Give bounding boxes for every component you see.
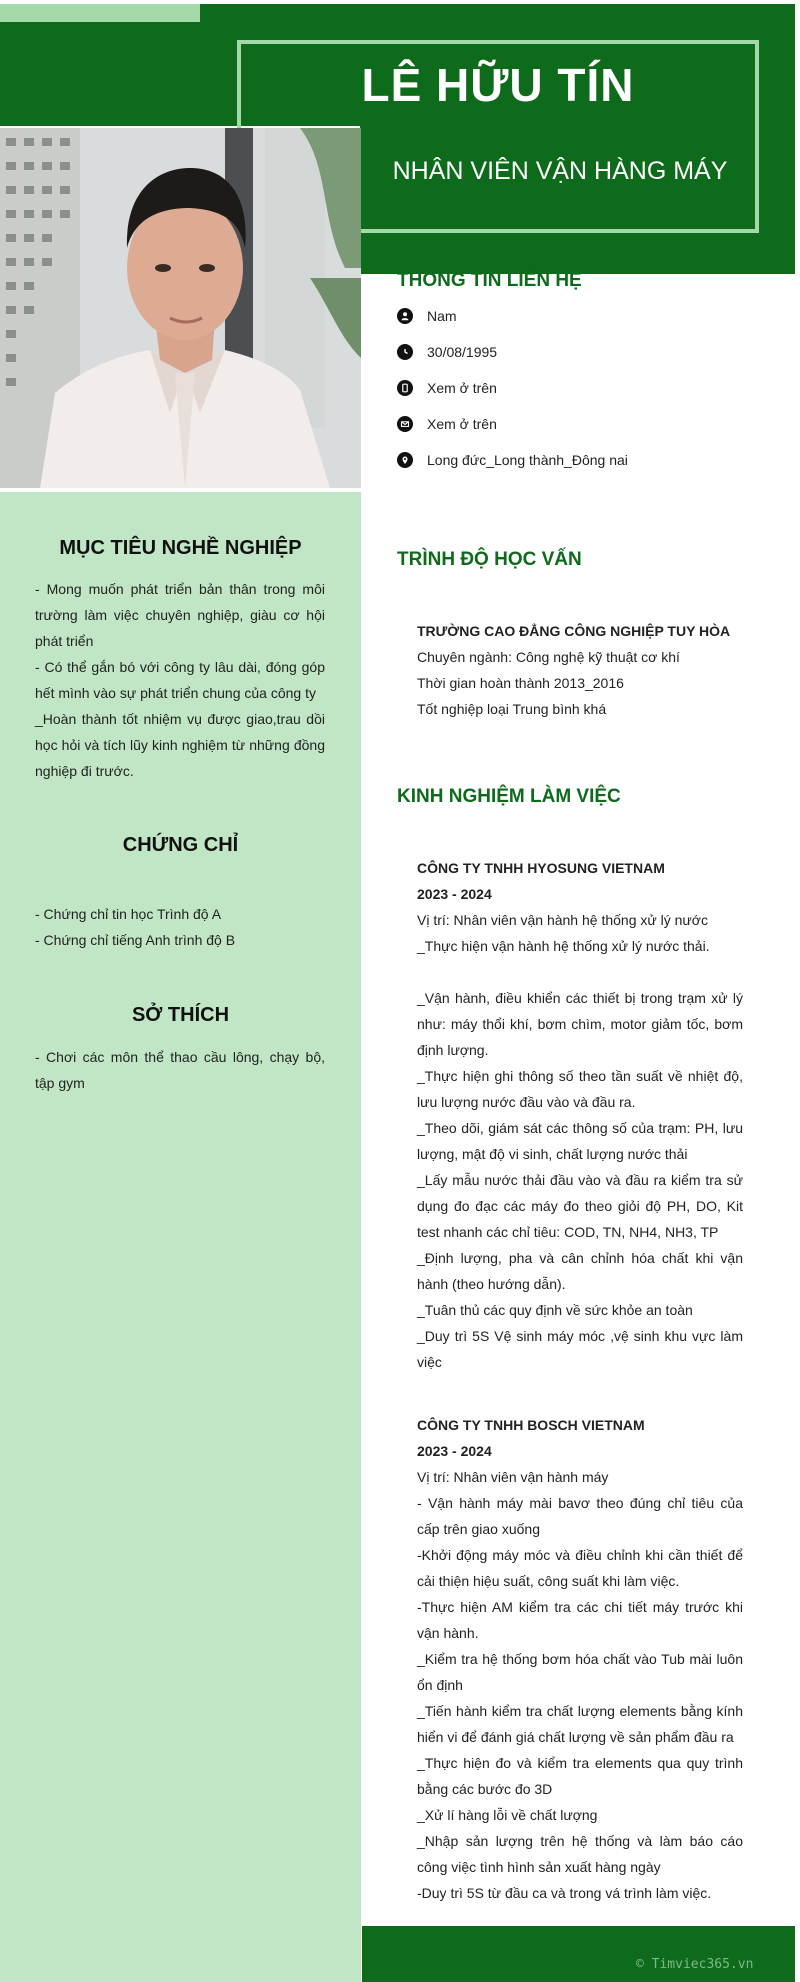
hobbies-text [35, 1044, 325, 1096]
job-duty: _Duy trì 5S Vệ sinh máy móc ,vệ sinh khu vực làm việc [417, 1328, 743, 1370]
certificate-item: - Chứng chỉ tiếng Anh trình độ B [35, 932, 236, 948]
company-name: CÔNG TY TNHH HYOSUNG VIETNAM [417, 860, 665, 876]
job-duty: _Thực hiện ghi thông số theo tần suất về nhiệt độ, lưu lượng nước đầu vào và đầu ra. [417, 1068, 743, 1110]
person-icon [397, 308, 413, 324]
job-duty: - Vận hành máy mài bavơ theo đúng chỉ tiêu của cấp trên giao xuống [417, 1495, 743, 1537]
job-duty: -Thực hiện AM kiểm tra các chi tiết máy trước khi vận hành. [417, 1599, 743, 1641]
full-name: LÊ HỮU TÍN [361, 59, 635, 111]
profile-photo [0, 128, 361, 488]
job-hyosung [417, 855, 743, 1375]
education-line: Tốt nghiệp loại Trung bình khá [417, 701, 607, 717]
job-duty: _Tiến hành kiểm tra chất lượng elements bằng kính hiển vi để đánh giá chất lượng về sản phẩm đầu ra [417, 1703, 743, 1745]
experience-heading: KINH NGHIỆM LÀM VIỆC [397, 786, 621, 807]
education-line: Thời gian hoàn thành 2013_2016 [417, 675, 624, 691]
job-title: NHÂN VIÊN VẬN HÀNG MÁY [392, 157, 728, 185]
objective-heading: MỤC TIÊU NGHỀ NGHIỆP [59, 537, 302, 559]
job-duty: -Khởi động máy móc và điều chỉnh khi cần thiết để cải thiện hiệu suất, công suất khi làm việc. [417, 1547, 743, 1589]
contact-phone [397, 378, 497, 398]
location-icon [397, 452, 413, 468]
objective-line: - Có thể gắn bó với công ty lâu dài, đóng góp hết mình vào sự phát triển chung của công ty [35, 659, 325, 701]
hobby-item: - Chơi các môn thể thao cầu lông, chạy bộ, tập gym [35, 1049, 325, 1091]
watermark: © Timviec365.vn [636, 1957, 754, 1972]
school-name: TRƯỜNG CAO ĐẲNG CÔNG NGHIỆP TUY HÒA [417, 623, 731, 639]
job-duty: _Xử lí hàng lỗi về chất lượng [417, 1807, 598, 1823]
objective-line: - Mong muốn phát triển bản thân trong môi trường làm việc chuyên nghiệp, giàu cơ hội phát triển [35, 581, 325, 649]
certificates-heading: CHỨNG CHỈ [122, 834, 239, 856]
certificate-item: - Chứng chỉ tin học Trình độ A [35, 906, 222, 922]
contact-address [397, 450, 628, 470]
phone-icon [397, 380, 413, 396]
job-duty: _Tuân thủ các quy định về sức khỏe an toàn [417, 1302, 693, 1318]
job-duty: _Kiểm tra hệ thống bơm hóa chất vào Tub mài luôn ổn định [417, 1651, 743, 1693]
job-period: 2023 - 2024 [417, 886, 492, 902]
job-bosch [417, 1412, 743, 1906]
job-duty: _Nhập sản lượng trên hệ thống và làm báo cáo công việc tình hình sản xuất hàng ngày [417, 1833, 743, 1875]
contact-birthday-value: 30/08/1995 [427, 344, 498, 360]
education-heading: TRÌNH ĐỘ HỌC VẤN [397, 549, 582, 570]
email-icon [397, 416, 413, 432]
contact-email-value: Xem ở trên [427, 416, 497, 432]
clock-icon [397, 344, 413, 360]
objective-line: _Hoàn thành tốt nhiệm vụ được giao,trau dồi học hỏi và tích lũy kinh nghiệm từ những đồng nghiệp đi trước. [35, 711, 325, 779]
job-duty: _Vận hành, điều khiển các thiết bị trong trạm xử lý như: máy thổi khí, bơm chìm, motor giảm tốc, bơm định lượng. [417, 990, 743, 1058]
job-duty: _Định lượng, pha và cân chỉnh hóa chất khi vận hành (theo hướng dẫn). [417, 1250, 743, 1292]
job-duty: _Lấy mẫu nước thải đầu vào và đầu ra kiểm tra sử dụng đo đạc các máy đo theo giỏi độ PH, DO, Kit test nhanh các chỉ tiêu: COD, TN, NH4, NH3, TP [417, 1172, 743, 1240]
job-duty: -Duy trì 5S từ đầu ca và trong vá trình làm việc. [417, 1885, 712, 1901]
job-duty: _Thực hiện đo và kiểm tra elements qua quy trình bằng các bước đo 3D [417, 1755, 743, 1797]
footer-band [362, 1926, 795, 1982]
contact-email [397, 414, 497, 434]
certificates-list [35, 901, 325, 953]
objective-text [35, 576, 325, 784]
company-name: CÔNG TY TNHH BOSCH VIETNAM [417, 1417, 645, 1433]
job-duty: _Theo dõi, giám sát các thông số của trạm: PH, lưu lượng, mật độ vi sinh, chất lượng nước thải [417, 1120, 743, 1162]
contact-heading: THÔNG TIN LIÊN HỆ [397, 270, 582, 291]
hobbies-heading: SỞ THÍCH [131, 1004, 230, 1026]
contact-gender [397, 306, 457, 326]
contact-birthday [397, 342, 497, 362]
job-intro: _Thực hiện vận hành hệ thống xử lý nước thải. [417, 938, 710, 954]
job-position: Vị trí: Nhân viên vận hành hệ thống xử lý nước [417, 912, 708, 928]
top-accent-bar [0, 4, 200, 22]
education-block [417, 618, 743, 722]
contact-address-value: Long đức_Long thành_Đông nai [427, 452, 628, 468]
left-sidebar [0, 492, 361, 1982]
job-position: Vị trí: Nhân viên vận hành máy [417, 1469, 609, 1485]
job-period: 2023 - 2024 [417, 1443, 492, 1459]
contact-gender-value: Nam [427, 308, 457, 324]
contact-phone-value: Xem ở trên [427, 380, 497, 396]
education-line: Chuyên ngành: Công nghệ kỹ thuật cơ khí [417, 649, 680, 665]
